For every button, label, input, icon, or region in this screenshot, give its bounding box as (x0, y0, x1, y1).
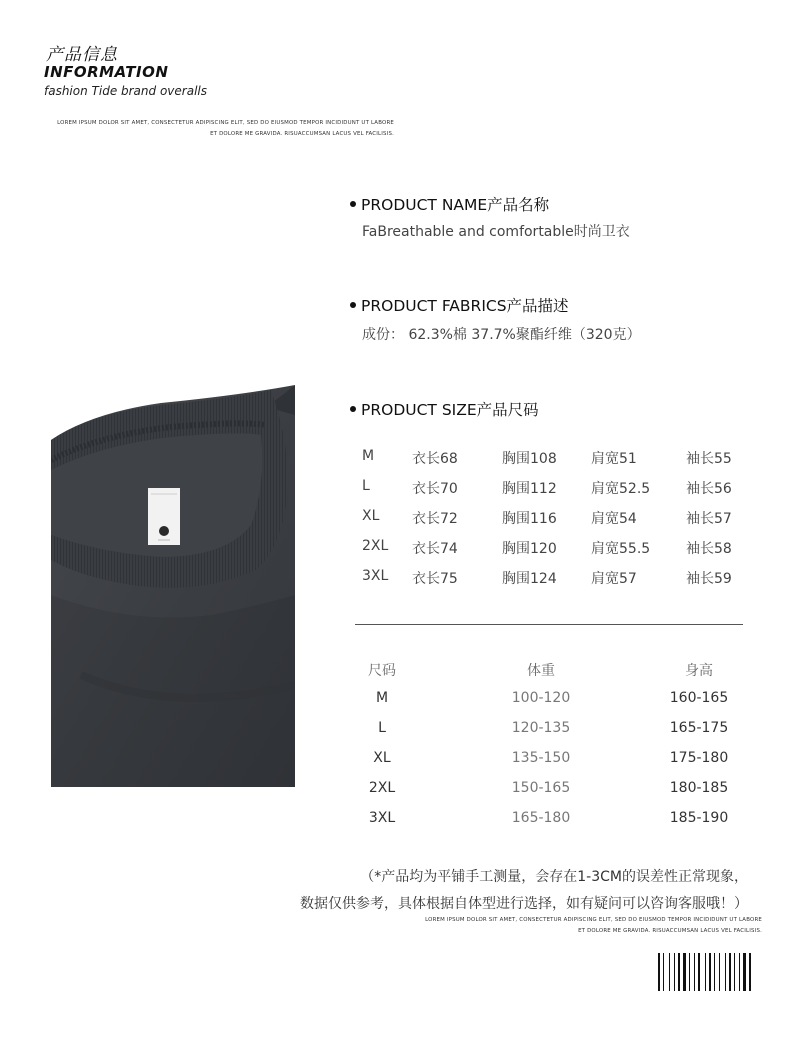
size-cell: 3XL (362, 568, 389, 584)
barcode-bar (725, 953, 726, 991)
barcode-bar (719, 953, 720, 991)
product-size-title-text: PRODUCT SIZE产品尺码 (361, 401, 539, 419)
size-cell: L (378, 720, 386, 736)
weight-cell: 120-135 (511, 720, 571, 736)
barcode-bar (678, 953, 680, 991)
sleeve-cell: 袖长58 (686, 541, 732, 557)
barcode-bar (729, 953, 731, 991)
length-cell: 衣长75 (412, 571, 458, 587)
bullet-icon (350, 406, 356, 412)
barcode-bar (749, 953, 751, 991)
weight-cell: 135-150 (511, 750, 571, 766)
shoulder-cell: 肩宽54 (591, 511, 637, 527)
product-name-title (350, 193, 549, 215)
product-fabrics-title-text: PRODUCT FABRICS产品描述 (361, 297, 569, 315)
height-cell: 160-165 (669, 690, 729, 706)
header-weight: 体重 (527, 663, 555, 679)
measurement-note-line1: （*产品均为平铺手工测量，会存在1-3CM的误差性正常现象， (360, 869, 748, 885)
barcode-bar (743, 953, 746, 991)
size-cell: 3XL (368, 810, 396, 826)
barcode-bar (739, 953, 740, 991)
barcode-bar (683, 953, 686, 991)
size-cell: M (362, 448, 375, 464)
product-name-value: FaBreathable and comfortable时尚卫衣 (362, 224, 630, 240)
product-photo (51, 295, 295, 787)
height-cell: 180-185 (669, 780, 729, 796)
chest-cell: 胸围124 (502, 571, 557, 587)
weight-cell: 150-165 (511, 780, 571, 796)
footer-lorem-line2: ET DOLORE ME GRAVIDA. RISUACCUMSAN LACUS VEL FACILISIS. (578, 928, 762, 934)
sleeve-cell: 袖长56 (686, 481, 732, 497)
header-title-cn: 产品信息 (46, 45, 118, 65)
barcode-bar (663, 953, 664, 991)
chest-cell: 胸围116 (502, 511, 557, 527)
length-cell: 衣长70 (412, 481, 458, 497)
shoulder-cell: 肩宽57 (591, 571, 637, 587)
shoulder-cell: 肩宽51 (591, 451, 637, 467)
product-name-title-text: PRODUCT NAME产品名称 (361, 196, 550, 214)
chest-cell: 胸围120 (502, 541, 557, 557)
height-cell: 175-180 (669, 750, 729, 766)
product-fabrics-title (350, 294, 569, 316)
sleeve-cell: 袖长59 (686, 571, 732, 587)
size-cell: XL (362, 508, 380, 524)
weight-cell: 165-180 (511, 810, 571, 826)
length-cell: 衣长74 (412, 541, 458, 557)
height-cell: 165-175 (669, 720, 729, 736)
chest-cell: 胸围108 (502, 451, 557, 467)
barcode-bar (689, 953, 690, 991)
barcode-bar (734, 953, 735, 991)
barcode-bar (674, 953, 675, 991)
size-cell: 2XL (368, 780, 396, 796)
header-height: 身高 (685, 663, 713, 679)
sleeve-cell: 袖长57 (686, 511, 732, 527)
bullet-icon (350, 302, 356, 308)
footer-lorem (425, 915, 762, 937)
divider (355, 624, 743, 625)
footer-lorem-line1: LOREM IPSUM DOLOR SIT AMET, CONSECTETUR ADIPISCING ELIT, SED DO EIUSMOD TEMPOR INCIDIDUNT UT LABORE (425, 917, 762, 923)
header-lorem-line2: ET DOLORE ME GRAVIDA. RISUACCUMSAN LACUS VEL FACILISIS. (210, 131, 394, 137)
shoulder-cell: 肩宽52.5 (591, 481, 651, 497)
barcode-bar (714, 953, 715, 991)
product-fabrics-value: 成份： 62.3%棉 37.7%聚酯纤维（320克） (362, 327, 641, 343)
height-cell: 185-190 (669, 810, 729, 826)
product-size-title (350, 398, 539, 420)
header-size: 尺码 (368, 663, 396, 679)
size-cell: XL (373, 750, 391, 766)
barcode-bar (698, 953, 700, 991)
chest-cell: 胸围112 (502, 481, 557, 497)
barcode-icon (658, 953, 762, 991)
header-title-en: INFORMATION (44, 63, 169, 81)
barcode-bar (669, 953, 670, 991)
size-cell: L (362, 478, 370, 494)
sleeve-cell: 袖长55 (686, 451, 732, 467)
header-subtitle: fashion Tide brand overalls (44, 84, 207, 98)
barcode-bar (709, 953, 711, 991)
barcode-bar (694, 953, 695, 991)
size-cell: M (375, 690, 389, 706)
bullet-icon (350, 201, 356, 207)
barcode-bar (705, 953, 706, 991)
header-lorem-line1: LOREM IPSUM DOLOR SIT AMET, CONSECTETUR ADIPISCING ELIT, SED DO EIUSMOD TEMPOR INCIDIDUNT UT LABORE (57, 120, 394, 126)
weight-cell: 100-120 (511, 690, 571, 706)
length-cell: 衣长68 (412, 451, 458, 467)
length-cell: 衣长72 (412, 511, 458, 527)
barcode-bar (658, 953, 660, 991)
shoulder-cell: 肩宽55.5 (591, 541, 651, 557)
size-cell: 2XL (362, 538, 389, 554)
measurement-note-line2: 数据仅供参考，具体根据自体型进行选择，如有疑问可以咨询客服哦！） (300, 896, 748, 912)
header-lorem (57, 118, 394, 140)
